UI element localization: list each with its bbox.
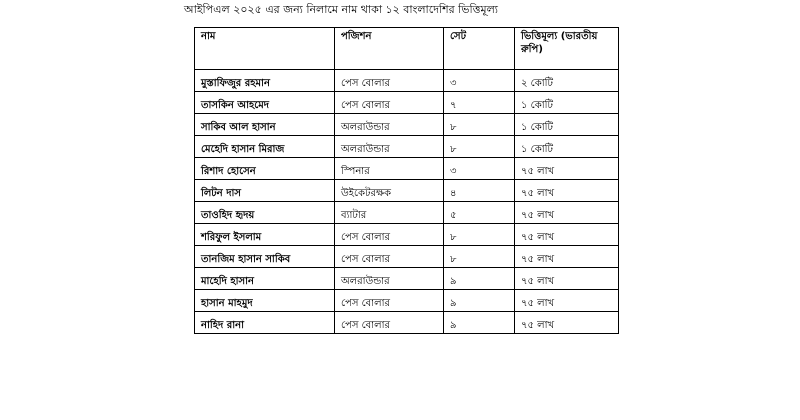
cropped-text-line — [184, 414, 614, 420]
player-base-price: ১ কোটি — [515, 136, 619, 158]
player-set: ৫ — [444, 202, 515, 224]
table-header-row — [195, 28, 619, 70]
table-row — [195, 246, 619, 268]
player-set: ৩ — [444, 158, 515, 180]
table-row — [195, 224, 619, 246]
player-position: উইকেটরক্ষক — [335, 180, 444, 202]
base-price-table — [194, 27, 619, 334]
table-row — [195, 202, 619, 224]
table-row — [195, 290, 619, 312]
player-set: ৮ — [444, 114, 515, 136]
player-position: ব্যাটার — [335, 202, 444, 224]
table-row — [195, 136, 619, 158]
table-row — [195, 114, 619, 136]
player-name: লিটন দাস — [195, 180, 335, 202]
player-name: সাকিব আল হাসান — [195, 114, 335, 136]
player-set: ৩ — [444, 70, 515, 92]
player-name: তাসকিন আহমেদ — [195, 92, 335, 114]
table-row — [195, 70, 619, 92]
player-base-price: ১ কোটি — [515, 92, 619, 114]
table-row — [195, 180, 619, 202]
player-base-price: ৭৫ লাখ — [515, 158, 619, 180]
player-set: ৮ — [444, 246, 515, 268]
player-position: অলরাউন্ডার — [335, 114, 444, 136]
player-base-price: ২ কোটি — [515, 70, 619, 92]
table-body — [195, 70, 619, 334]
player-base-price: ৭৫ লাখ — [515, 268, 619, 290]
player-name: মুস্তাফিজুর রহমান — [195, 70, 335, 92]
player-set: ৯ — [444, 312, 515, 334]
player-position: পেস বোলার — [335, 70, 444, 92]
document-title: আইপিএল ২০২৫ এর জন্য নিলামে নাম থাকা ১২ বাংলাদেশির ভিত্তিমূল্য — [184, 3, 498, 16]
table-row — [195, 312, 619, 334]
player-base-price: ৭৫ লাখ — [515, 312, 619, 334]
player-base-price: ৭৫ লাখ — [515, 202, 619, 224]
table-row — [195, 268, 619, 290]
table-row — [195, 158, 619, 180]
player-name: শরিফুল ইসলাম — [195, 224, 335, 246]
player-position: পেস বোলার — [335, 246, 444, 268]
player-position: পেস বোলার — [335, 224, 444, 246]
player-position: পেস বোলার — [335, 92, 444, 114]
player-base-price: ৭৫ লাখ — [515, 246, 619, 268]
player-set: ৮ — [444, 224, 515, 246]
header-base-price: ভিত্তিমূল্য (ভারতীয় রুপি) — [515, 28, 619, 70]
player-name: রিশাদ হোসেন — [195, 158, 335, 180]
player-name: মাহেদি হাসান — [195, 268, 335, 290]
header-set: সেট — [444, 28, 515, 70]
player-name: হাসান মাহমুদ — [195, 290, 335, 312]
player-position: অলরাউন্ডার — [335, 268, 444, 290]
player-base-price: ৭৫ লাখ — [515, 290, 619, 312]
player-name: তানজিম হাসান সাকিব — [195, 246, 335, 268]
player-position: পেস বোলার — [335, 290, 444, 312]
player-set: ৪ — [444, 180, 515, 202]
player-name: মেহেদি হাসান মিরাজ — [195, 136, 335, 158]
player-name: তাওহিদ হৃদয় — [195, 202, 335, 224]
player-position: পেস বোলার — [335, 312, 444, 334]
player-name: নাহিদ রানা — [195, 312, 335, 334]
player-position: স্পিনার — [335, 158, 444, 180]
player-base-price: ৭৫ লাখ — [515, 180, 619, 202]
player-base-price: ৭৫ লাখ — [515, 224, 619, 246]
player-base-price: ১ কোটি — [515, 114, 619, 136]
player-position: অলরাউন্ডার — [335, 136, 444, 158]
player-set: ৭ — [444, 92, 515, 114]
header-name: নাম — [195, 28, 335, 70]
player-set: ৯ — [444, 268, 515, 290]
player-set: ৯ — [444, 290, 515, 312]
table-row — [195, 92, 619, 114]
player-set: ৮ — [444, 136, 515, 158]
header-position: পজিশন — [335, 28, 444, 70]
